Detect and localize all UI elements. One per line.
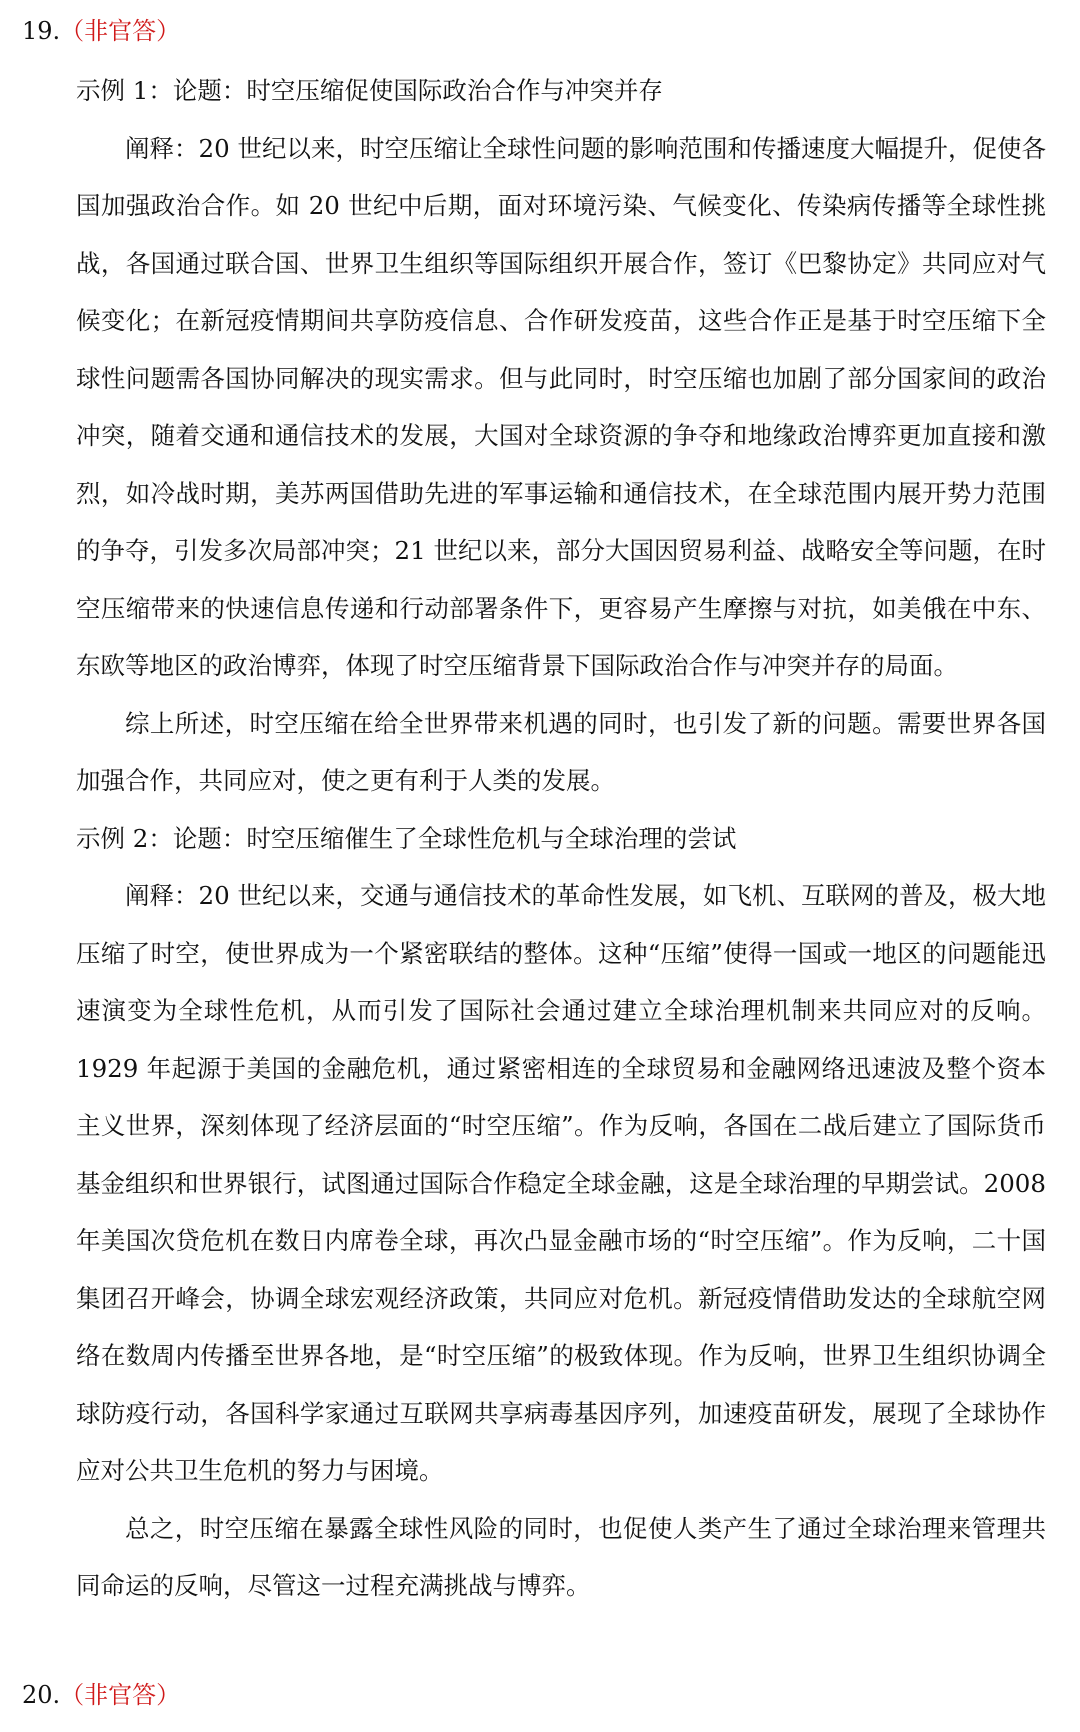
- question-19-heading: [22, 14, 180, 48]
- example-1-conclusion: 综上所述，时空压缩在给全世界带来机遇的同时，也引发了新的问题。需要世界各国加强合作，共同应对，使之更有利于人类的发展。: [76, 708, 1046, 795]
- example-1-title: 示例 1：论题：时空压缩促使国际政治合作与冲突并存: [76, 76, 663, 105]
- question-19-tag: （非官答）: [60, 17, 181, 45]
- example-2-title: 示例 2：论题：时空压缩催生了全球性危机与全球治理的尝试: [76, 823, 737, 853]
- example-2-conclusion: 总之，时空压缩在暴露全球性风险的同时，也促使人类产生了通过全球治理来管理共同命运的反响，尽管这一过程充满挑战与博弈。: [76, 1513, 1046, 1600]
- question-20-tag: （非官答）: [60, 1681, 181, 1709]
- question-19-number: 19.: [22, 17, 61, 45]
- question-20-heading: [22, 1678, 180, 1712]
- example-1-explanation: 阐释：20 世纪以来，时空压缩让全球性问题的影响范围和传播速度大幅提升，促使各国加强政治合作。如 20 世纪中后期，面对环境污染、气候变化、传染病传播等全球性挑战，各国通过联合国、世界卫生组织等国际组织开展合作，签订《巴黎协定》共同应对气候变化；在新冠疫情期间共享防疫信息、合作研发疫苗，这些合作正是基于时空压缩下全球性问题需各国协同解决的现实需求。但与此同时，时空压缩也加剧了部分国家间的政治冲突，随着交通和通信技术的发展，大国对全球资源的争夺和地缘政治博弈更加直接和激烈，如冷战时期，美苏两国借助先进的军事运输和通信技术，在全球范围内展开势力范围的争夺，引发多次局部冲突；21 世纪以来，部分大国因贸易利益、战略安全等问题，在时空压缩带来的快速信息传递和行动部署条件下，更容易产生摩擦与对抗，如美俄在中东、东欧等地区的政治博弈，体现了时空压缩背景下国际政治合作与冲突并存的局面。: [76, 133, 1046, 680]
- question-20-number: 20.: [22, 1681, 61, 1709]
- answer-body: [76, 62, 1046, 1615]
- example-2-explanation: 阐释：20 世纪以来，交通与通信技术的革命性发展，如飞机、互联网的普及，极大地压缩了时空，使世界成为一个紧密联结的整体。这种“压缩”使得一国或一地区的问题能迅速演变为全球性危机，从而引发了国际社会通过建立全球治理机制来共同应对的反响。1929 年起源于美国的金融危机，通过紧密相连的全球贸易和金融网络迅速波及整个资本主义世界，深刻体现了经济层面的“时空压缩”。作为反响，各国在二战后建立了国际货币基金组织和世界银行，试图通过国际合作稳定全球金融，这是全球治理的早期尝试。2008 年美国次贷危机在数日内席卷全球，再次凸显金融市场的“时空压缩”。作为反响，二十国集团召开峰会，协调全球宏观经济政策，共同应对危机。新冠疫情借助发达的全球航空网络在数周内传播至世界各地，是“时空压缩”的极致体现。作为反响，世界卫生组织协调全球防疫行动，各国科学家通过互联网共享病毒基因序列，加速疫苗研发，展现了全球协作应对公共卫生危机的努力与困境。: [76, 881, 1046, 1485]
